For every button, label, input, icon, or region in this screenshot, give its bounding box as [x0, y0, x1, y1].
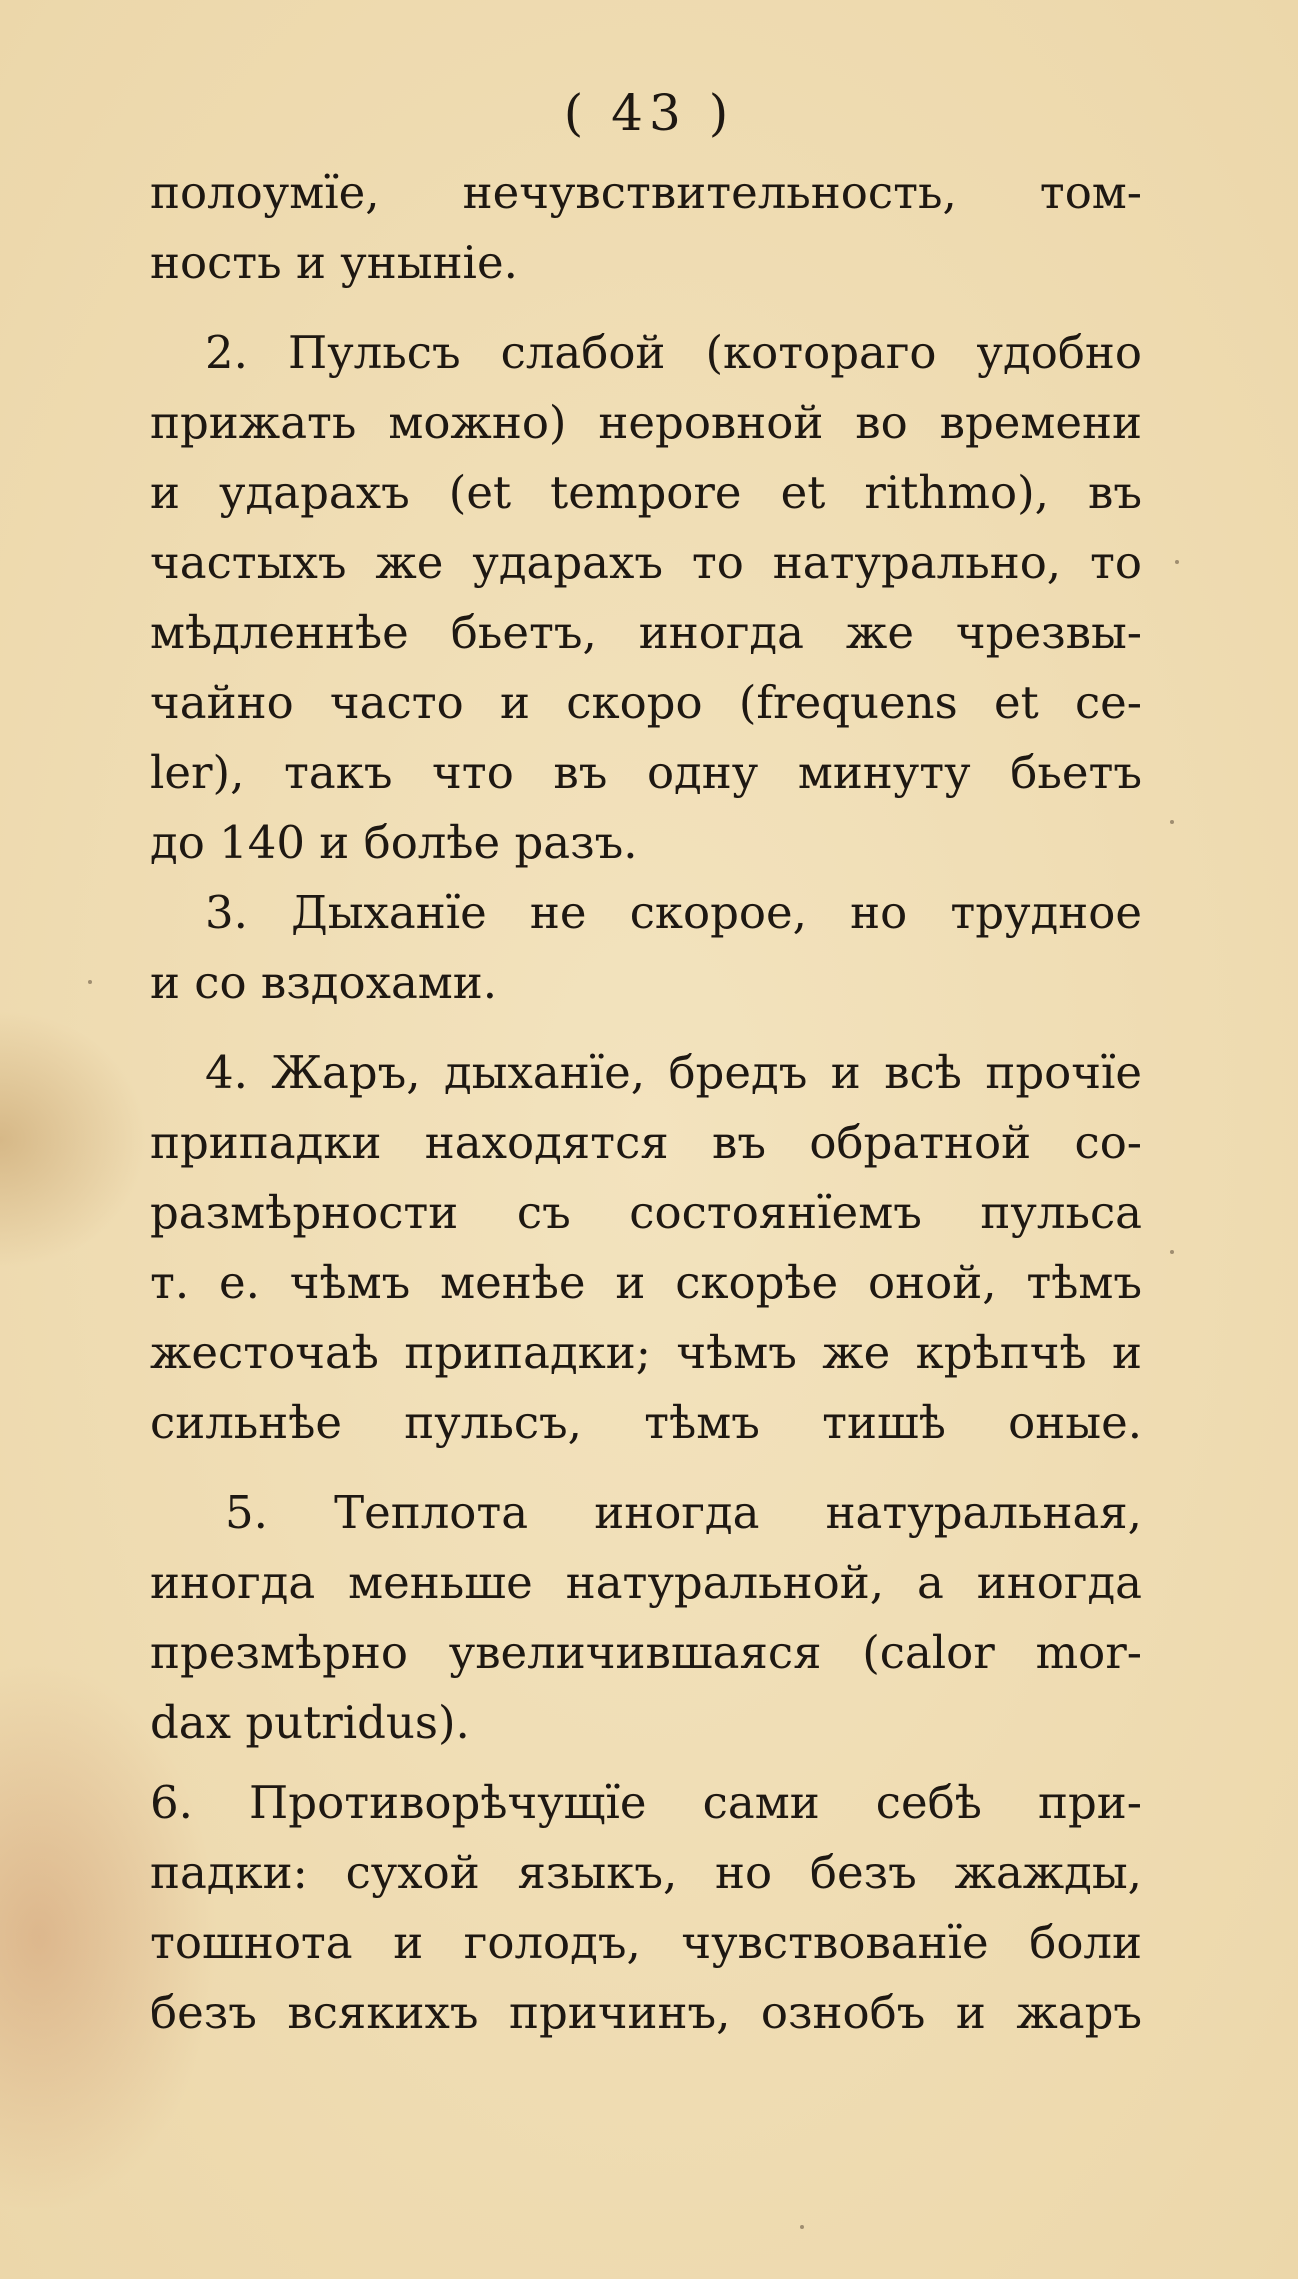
text-line: полоумïе, нечувствительность, том-: [150, 166, 1142, 219]
text-line: чайно часто и скоро (frequens et ce-: [150, 676, 1142, 729]
text-line: dax putridus).: [150, 1696, 470, 1749]
text-line: презмѣрно увеличившаяся (calor mor-: [150, 1626, 1142, 1679]
paper-speck: [88, 980, 92, 984]
text-line: до 140 и болѣе разъ.: [150, 816, 638, 869]
text-line: частыхъ же ударахъ то натурально, то: [150, 536, 1142, 589]
text-line: жесточаѣ припадки; чѣмъ же крѣпчѣ и: [150, 1326, 1142, 1379]
text-line: 4. Жаръ, дыханïе, бредъ и всѣ прочïе: [205, 1046, 1142, 1099]
text-line: 6. Противорѣчущïе сами себѣ при-: [150, 1776, 1142, 1829]
paper-speck: [1170, 1250, 1174, 1254]
text-line: 3. Дыханïе не скорое, но трудное: [205, 886, 1142, 939]
text-line: т. е. чѣмъ менѣе и скорѣе оной, тѣмъ: [150, 1256, 1142, 1309]
text-line: тошнота и голодъ, чувствованïе боли: [150, 1916, 1142, 1969]
paper-speck: [1175, 560, 1179, 564]
text-line: 5. Теплота иногда натуральная,: [225, 1486, 1142, 1539]
text-line: иногда меньше натуральной, а иногда: [150, 1556, 1142, 1609]
paper-speck: [800, 2225, 804, 2229]
text-line: прижать можно) неровной во времени: [150, 396, 1142, 449]
page-number-header: ( 43 ): [563, 84, 735, 142]
text-line: размѣрности съ состоянïемъ пульса: [150, 1186, 1142, 1239]
text-line: и со вздохами.: [150, 956, 498, 1009]
text-line: 2. Пульсъ слабой (котораго удобно: [205, 326, 1142, 379]
text-line: ler), такъ что въ одну минуту бьетъ: [150, 746, 1142, 799]
text-line: сильнѣе пульсъ, тѣмъ тишѣ оные.: [150, 1396, 1142, 1449]
text-line: падки: сухой языкъ, но безъ жажды,: [150, 1846, 1142, 1899]
paper-speck: [1170, 820, 1174, 824]
text-line: припадки находятся въ обратной со-: [150, 1116, 1142, 1169]
text-line: ность и уныніе.: [150, 236, 518, 289]
text-line: мѣдленнѣе бьетъ, иногда же чрезвы-: [150, 606, 1142, 659]
text-line: безъ всякихъ причинъ, ознобъ и жаръ: [150, 1986, 1142, 2039]
text-line: и ударахъ (et tempore et rithmo), въ: [150, 466, 1142, 519]
